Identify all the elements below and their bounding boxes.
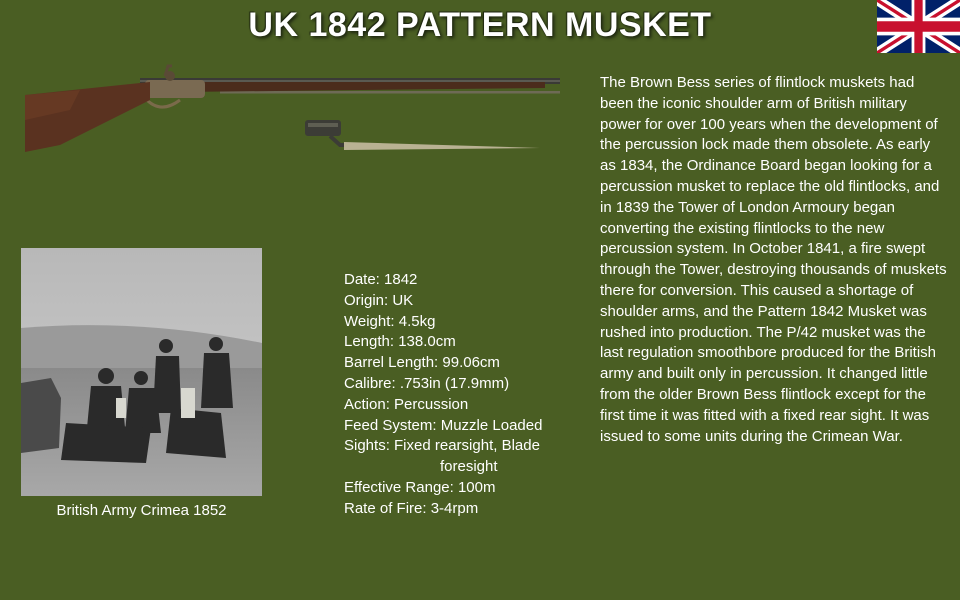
page-title: UK 1842 PATTERN MUSKET — [248, 6, 712, 44]
photo-caption: British Army Crimea 1852 — [56, 502, 227, 519]
history-description: The Brown Bess series of flintlock muskets had been the iconic shoulder arm of British military power for over 100 years when the development of the percussion lock made them obsolete. As early as 1834, the Ordinance Board began looking for a percussion musket to replace the old flintlocks, and in 1839 the Tower of London Armoury began converting the existing flintlocks to the new percussion system. In October 1841, a fire swept through the Tower, destroying thousands of muskets there for conversion. This caused a shortage of shoulder arms, and the Pattern 1842 Musket was rushed into production. The P/42 musket was the last regulation smoothbore produced for the British army and built only in percussion. It changed little from the older Brown Bess flintlock except for the first time it was fitted with a fixed rear sight. It was issued to some units during the Crimean War. — [600, 74, 947, 445]
specifications-list — [344, 270, 584, 520]
spec-barrel-length: Barrel Length: 99.06cm — [344, 354, 500, 372]
spec-origin: Origin: UK — [344, 291, 414, 309]
spec-length: Length: 138.0cm — [344, 333, 456, 351]
crimea-photograph — [21, 248, 262, 496]
spec-sights-continued: foresight — [440, 458, 498, 476]
union-jack-flag-icon — [877, 0, 960, 53]
spec-feed-system: Feed System: Muzzle Loaded — [344, 416, 543, 434]
spec-calibre: Calibre: .753in (17.9mm) — [344, 374, 510, 392]
spec-effective-range: Effective Range: 100m — [344, 478, 496, 496]
spec-weight: Weight: 4.5kg — [344, 312, 436, 330]
spec-date: Date: 1842 — [344, 271, 418, 288]
spec-sights: Sights: Fixed rearsight, Blade — [344, 437, 540, 455]
spec-rate-of-fire: Rate of Fire: 3-4rpm — [344, 499, 479, 517]
bayonet-image — [300, 112, 545, 157]
spec-action: Action: Percussion — [344, 395, 469, 413]
